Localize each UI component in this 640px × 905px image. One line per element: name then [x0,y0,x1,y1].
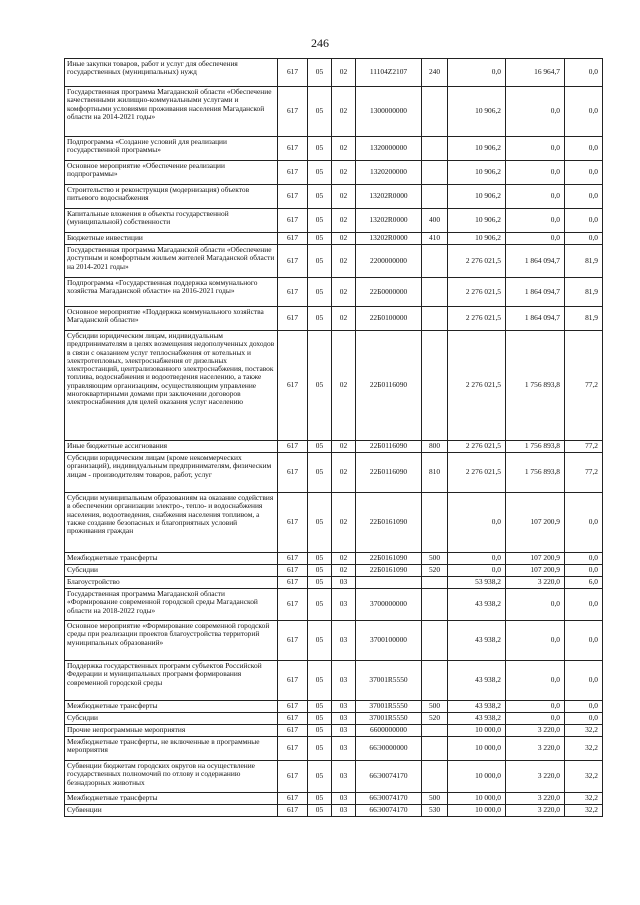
cell-plan-amount: 43 938,2 [448,713,506,725]
cell-ved: 617 [278,621,308,661]
cell-actual-amount: 0,0 [506,661,565,701]
cell-plan-amount: 2 276 021,5 [448,441,506,453]
cell-csr: 3700000000 [356,589,422,621]
cell-pr: 02 [332,59,356,87]
cell-percent: 77,2 [565,441,603,453]
cell-name: Межбюджетные трансферты [65,553,278,565]
cell-vr [422,87,448,137]
cell-percent: 81,9 [565,278,603,307]
cell-vr: 410 [422,233,448,245]
cell-pr: 02 [332,185,356,209]
cell-pr: 02 [332,307,356,331]
cell-name: Субвенции бюджетам городских округов на осуществление государственных полномочий по отлову и содержанию безнадзорных животных [65,761,278,793]
table-row [65,185,603,209]
table-row [65,805,603,817]
cell-percent: 32,2 [565,737,603,761]
cell-percent: 32,2 [565,761,603,793]
cell-name: Иные закупки товаров, работ и услуг для обеспечения государственных (муниципальных) нужд [65,59,278,87]
table-row [65,577,603,589]
cell-vr: 800 [422,441,448,453]
cell-csr: 1300000000 [356,87,422,137]
cell-vr: 810 [422,453,448,493]
cell-percent: 0,0 [565,553,603,565]
cell-name: Поддержка государственных программ субъектов Российской Федерации и муниципальных программ формирования современной городской среды [65,661,278,701]
table-row [65,245,603,278]
cell-actual-amount: 3 220,0 [506,737,565,761]
cell-vr [422,737,448,761]
cell-rz: 05 [308,185,332,209]
cell-percent: 0,0 [565,87,603,137]
cell-actual-amount: 107 200,9 [506,565,565,577]
cell-actual-amount: 107 200,9 [506,553,565,565]
cell-vr [422,761,448,793]
cell-rz: 05 [308,307,332,331]
cell-pr: 03 [332,701,356,713]
cell-plan-amount: 2 276 021,5 [448,307,506,331]
table-row [65,553,603,565]
cell-ved: 617 [278,453,308,493]
table-row [65,621,603,661]
cell-rz: 05 [308,209,332,233]
table-row [65,59,603,87]
cell-name: Государственная программа Магаданской области «Формирование современной городской среды Магаданской области на 2018-2022 годы» [65,589,278,621]
cell-ved: 617 [278,589,308,621]
cell-csr: 37001R5550 [356,713,422,725]
cell-actual-amount: 1 864 094,7 [506,307,565,331]
cell-name: Прочие непрограммные мероприятия [65,725,278,737]
cell-actual-amount: 107 200,9 [506,493,565,553]
cell-rz: 05 [308,761,332,793]
cell-csr: 22Б0116090 [356,331,422,441]
cell-name: Основное мероприятие «Формирование современной городской среды при реализации проектов благоустройства территорий муниципальных образований» [65,621,278,661]
cell-actual-amount: 3 220,0 [506,793,565,805]
cell-pr: 03 [332,577,356,589]
cell-vr [422,185,448,209]
cell-percent: 0,0 [565,233,603,245]
cell-name: Подпрограмма «Создание условий для реализации государственной программы» [65,137,278,161]
cell-actual-amount: 0,0 [506,87,565,137]
cell-plan-amount: 2 276 021,5 [448,245,506,278]
cell-name: Капитальные вложения в объекты государственной (муниципальной) собственности [65,209,278,233]
table-row [65,233,603,245]
cell-ved: 617 [278,245,308,278]
cell-rz: 05 [308,565,332,577]
cell-percent: 81,9 [565,245,603,278]
cell-name: Субсидии [65,713,278,725]
cell-pr: 03 [332,621,356,661]
cell-percent: 81,9 [565,307,603,331]
cell-plan-amount: 43 938,2 [448,661,506,701]
cell-rz: 05 [308,621,332,661]
cell-csr: 1320000000 [356,137,422,161]
cell-plan-amount: 10 906,2 [448,137,506,161]
cell-csr: 66Э0074170 [356,761,422,793]
cell-name: Субсидии юридическим лицам (кроме некоммерческих организаций), индивидуальным предпринимателям, физическим лицам - производителям товаров, работ, услуг [65,453,278,493]
cell-pr: 03 [332,713,356,725]
cell-csr: 22Б0000000 [356,278,422,307]
cell-plan-amount: 2 276 021,5 [448,278,506,307]
cell-pr: 02 [332,331,356,441]
cell-pr: 02 [332,453,356,493]
cell-actual-amount: 3 220,0 [506,577,565,589]
cell-pr: 02 [332,493,356,553]
cell-csr: 3700100000 [356,621,422,661]
cell-vr [422,589,448,621]
cell-rz: 05 [308,737,332,761]
cell-rz: 05 [308,59,332,87]
cell-pr: 02 [332,87,356,137]
cell-plan-amount: 10 906,2 [448,161,506,185]
cell-plan-amount: 0,0 [448,59,506,87]
cell-pr: 02 [332,441,356,453]
cell-percent: 0,0 [565,713,603,725]
cell-actual-amount: 0,0 [506,701,565,713]
cell-pr: 03 [332,737,356,761]
cell-actual-amount: 3 220,0 [506,761,565,793]
table-row [65,793,603,805]
cell-rz: 05 [308,87,332,137]
cell-vr [422,661,448,701]
cell-ved: 617 [278,233,308,245]
cell-vr [422,245,448,278]
cell-ved: 617 [278,59,308,87]
cell-pr: 02 [332,565,356,577]
cell-rz: 05 [308,278,332,307]
cell-ved: 617 [278,87,308,137]
cell-rz: 05 [308,233,332,245]
cell-ved: 617 [278,493,308,553]
cell-name: Государственная программа Магаданской области «Обеспечение качественными жилищно-коммунальными услугами и комфортными условиями проживания населения Магаданской области на 2014-2021 годы» [65,87,278,137]
cell-actual-amount: 1 864 094,7 [506,245,565,278]
cell-vr [422,493,448,553]
cell-rz: 05 [308,493,332,553]
cell-plan-amount: 2 276 021,5 [448,331,506,441]
cell-csr: 13202R0000 [356,185,422,209]
cell-plan-amount: 0,0 [448,565,506,577]
cell-csr: 66Э0074170 [356,805,422,817]
cell-plan-amount: 10 000,0 [448,725,506,737]
cell-ved: 617 [278,209,308,233]
cell-csr: 22Б0100000 [356,307,422,331]
table-row [65,737,603,761]
cell-rz: 05 [308,725,332,737]
cell-pr: 02 [332,233,356,245]
table-row [65,331,603,441]
table-row [65,761,603,793]
cell-percent: 77,2 [565,331,603,441]
cell-actual-amount: 0,0 [506,233,565,245]
table-row [65,661,603,701]
cell-vr [422,278,448,307]
cell-rz: 05 [308,553,332,565]
cell-plan-amount: 10 000,0 [448,793,506,805]
cell-csr: 66Э0000000 [356,737,422,761]
cell-percent: 0,0 [565,493,603,553]
cell-csr: 37001R5550 [356,701,422,713]
cell-ved: 617 [278,553,308,565]
cell-actual-amount: 1 864 094,7 [506,278,565,307]
cell-ved: 617 [278,331,308,441]
cell-percent: 0,0 [565,565,603,577]
cell-vr: 520 [422,565,448,577]
table-row [65,701,603,713]
cell-actual-amount: 1 756 893,8 [506,331,565,441]
cell-name: Благоустройство [65,577,278,589]
table-row [65,725,603,737]
table-row [65,589,603,621]
table-row [65,278,603,307]
table-row [65,565,603,577]
cell-percent: 32,2 [565,725,603,737]
cell-plan-amount: 10 000,0 [448,761,506,793]
cell-csr: 22Б0116090 [356,453,422,493]
cell-name: Субвенции [65,805,278,817]
cell-name: Межбюджетные трансферты [65,701,278,713]
cell-pr: 02 [332,137,356,161]
cell-ved: 617 [278,661,308,701]
table-row [65,161,603,185]
cell-vr [422,307,448,331]
cell-vr: 500 [422,701,448,713]
cell-rz: 05 [308,577,332,589]
cell-pr: 02 [332,161,356,185]
cell-percent: 6,0 [565,577,603,589]
cell-percent: 32,2 [565,793,603,805]
cell-pr: 03 [332,661,356,701]
cell-ved: 617 [278,737,308,761]
cell-csr: 6600000000 [356,725,422,737]
cell-vr [422,161,448,185]
cell-vr: 500 [422,793,448,805]
cell-name: Бюджетные инвестиции [65,233,278,245]
cell-pr: 02 [332,245,356,278]
cell-ved: 617 [278,161,308,185]
cell-actual-amount: 1 756 893,8 [506,441,565,453]
cell-csr: 37001R5550 [356,661,422,701]
cell-pr: 02 [332,278,356,307]
cell-vr [422,577,448,589]
cell-percent: 0,0 [565,701,603,713]
cell-rz: 05 [308,245,332,278]
cell-pr: 03 [332,805,356,817]
cell-name: Основное мероприятие «Обеспечение реализации подпрограммы» [65,161,278,185]
cell-percent: 0,0 [565,589,603,621]
cell-name: Строительство и реконструкция (модернизация) объектов питьевого водоснабжения [65,185,278,209]
cell-rz: 05 [308,441,332,453]
table-row [65,453,603,493]
cell-name: Основное мероприятие «Поддержка коммунального хозяйства Магаданской области» [65,307,278,331]
cell-ved: 617 [278,701,308,713]
table-row [65,209,603,233]
cell-ved: 617 [278,565,308,577]
cell-vr [422,621,448,661]
cell-vr: 500 [422,553,448,565]
cell-pr: 03 [332,793,356,805]
cell-vr [422,331,448,441]
cell-name: Межбюджетные трансферты [65,793,278,805]
cell-actual-amount: 3 220,0 [506,805,565,817]
cell-vr: 400 [422,209,448,233]
cell-rz: 05 [308,589,332,621]
cell-ved: 617 [278,185,308,209]
cell-csr: 66Э0074170 [356,793,422,805]
table-row [65,441,603,453]
cell-actual-amount: 0,0 [506,209,565,233]
table-row [65,137,603,161]
table-row [65,713,603,725]
cell-vr: 520 [422,713,448,725]
cell-ved: 617 [278,307,308,331]
cell-name: Субсидии муниципальным образованиям на оказание содействия в обеспечении организации электро-, тепло- и водоснабжения населения, водоотведения, снабжения населения топливом, а также создание безопасных и благоприятных условий проживания граждан [65,493,278,553]
cell-name: Субсидии юридическим лицам, индивидуальным предпринимателям в целях возмещения недополученных доходов в связи с оказанием услуг теплоснабжения от котельных и электротепловых, электроснабжения от дизельных электростанций, централизованного электроснабжения, поставок топлива, водоснабжения и водоотведения населению, а также управляющим организациям, осуществляющим управление многоквартирными домами при заключении договоров электроснабжения для целей оказания услуг населению [65,331,278,441]
cell-actual-amount: 3 220,0 [506,725,565,737]
cell-percent: 0,0 [565,161,603,185]
cell-csr [356,577,422,589]
cell-csr: 13202R0000 [356,209,422,233]
cell-csr: 2200000000 [356,245,422,278]
cell-rz: 05 [308,713,332,725]
cell-csr: 22Б0116090 [356,441,422,453]
cell-csr: 22Б0161090 [356,553,422,565]
cell-percent: 32,2 [565,805,603,817]
cell-ved: 617 [278,725,308,737]
cell-name: Иные бюджетные ассигнования [65,441,278,453]
cell-plan-amount: 10 906,2 [448,209,506,233]
cell-percent: 0,0 [565,209,603,233]
cell-plan-amount: 43 938,2 [448,701,506,713]
cell-percent: 0,0 [565,621,603,661]
cell-vr: 530 [422,805,448,817]
cell-csr: 22Б0161090 [356,493,422,553]
cell-ved: 617 [278,793,308,805]
cell-rz: 05 [308,453,332,493]
cell-name: Государственная программа Магаданской области «Обеспечение доступным и комфортным жильем жителей Магаданской области на 2014-2021 годы» [65,245,278,278]
cell-pr: 02 [332,209,356,233]
cell-actual-amount: 0,0 [506,621,565,661]
cell-rz: 05 [308,661,332,701]
cell-plan-amount: 0,0 [448,493,506,553]
cell-plan-amount: 10 906,2 [448,87,506,137]
cell-plan-amount: 2 276 021,5 [448,453,506,493]
table-row [65,87,603,137]
cell-actual-amount: 0,0 [506,185,565,209]
budget-table [64,58,603,817]
cell-pr: 03 [332,761,356,793]
cell-ved: 617 [278,761,308,793]
cell-rz: 05 [308,331,332,441]
cell-rz: 05 [308,161,332,185]
cell-ved: 617 [278,137,308,161]
cell-ved: 617 [278,278,308,307]
cell-vr [422,137,448,161]
cell-vr: 240 [422,59,448,87]
table-row [65,493,603,553]
cell-actual-amount: 0,0 [506,137,565,161]
cell-ved: 617 [278,441,308,453]
cell-rz: 05 [308,701,332,713]
cell-percent: 0,0 [565,185,603,209]
cell-vr [422,725,448,737]
cell-percent: 77,2 [565,453,603,493]
cell-ved: 617 [278,713,308,725]
cell-percent: 0,0 [565,137,603,161]
cell-name: Субсидии [65,565,278,577]
cell-actual-amount: 0,0 [506,713,565,725]
cell-plan-amount: 10 000,0 [448,805,506,817]
cell-csr: 13202R0000 [356,233,422,245]
cell-plan-amount: 53 938,2 [448,577,506,589]
cell-rz: 05 [308,793,332,805]
cell-ved: 617 [278,577,308,589]
cell-pr: 03 [332,589,356,621]
cell-plan-amount: 0,0 [448,553,506,565]
cell-csr: 11104Z2107 [356,59,422,87]
cell-name: Межбюджетные трансферты, не включенные в программные мероприятия [65,737,278,761]
cell-pr: 02 [332,553,356,565]
table-row [65,307,603,331]
cell-rz: 05 [308,137,332,161]
cell-actual-amount: 0,0 [506,161,565,185]
cell-actual-amount: 16 964,7 [506,59,565,87]
cell-actual-amount: 0,0 [506,589,565,621]
page-number: 246 [311,36,329,50]
cell-plan-amount: 43 938,2 [448,589,506,621]
cell-percent: 0,0 [565,59,603,87]
cell-percent: 0,0 [565,661,603,701]
cell-rz: 05 [308,805,332,817]
cell-plan-amount: 43 938,2 [448,621,506,661]
cell-actual-amount: 1 756 893,8 [506,453,565,493]
cell-plan-amount: 10 000,0 [448,737,506,761]
cell-csr: 1320200000 [356,161,422,185]
cell-name: Подпрограмма «Государственная поддержка коммунального хозяйства Магаданской области» на 2016-2021 годы» [65,278,278,307]
cell-ved: 617 [278,805,308,817]
cell-pr: 03 [332,725,356,737]
cell-plan-amount: 10 906,2 [448,233,506,245]
cell-plan-amount: 10 906,2 [448,185,506,209]
cell-csr: 22Б0161090 [356,565,422,577]
